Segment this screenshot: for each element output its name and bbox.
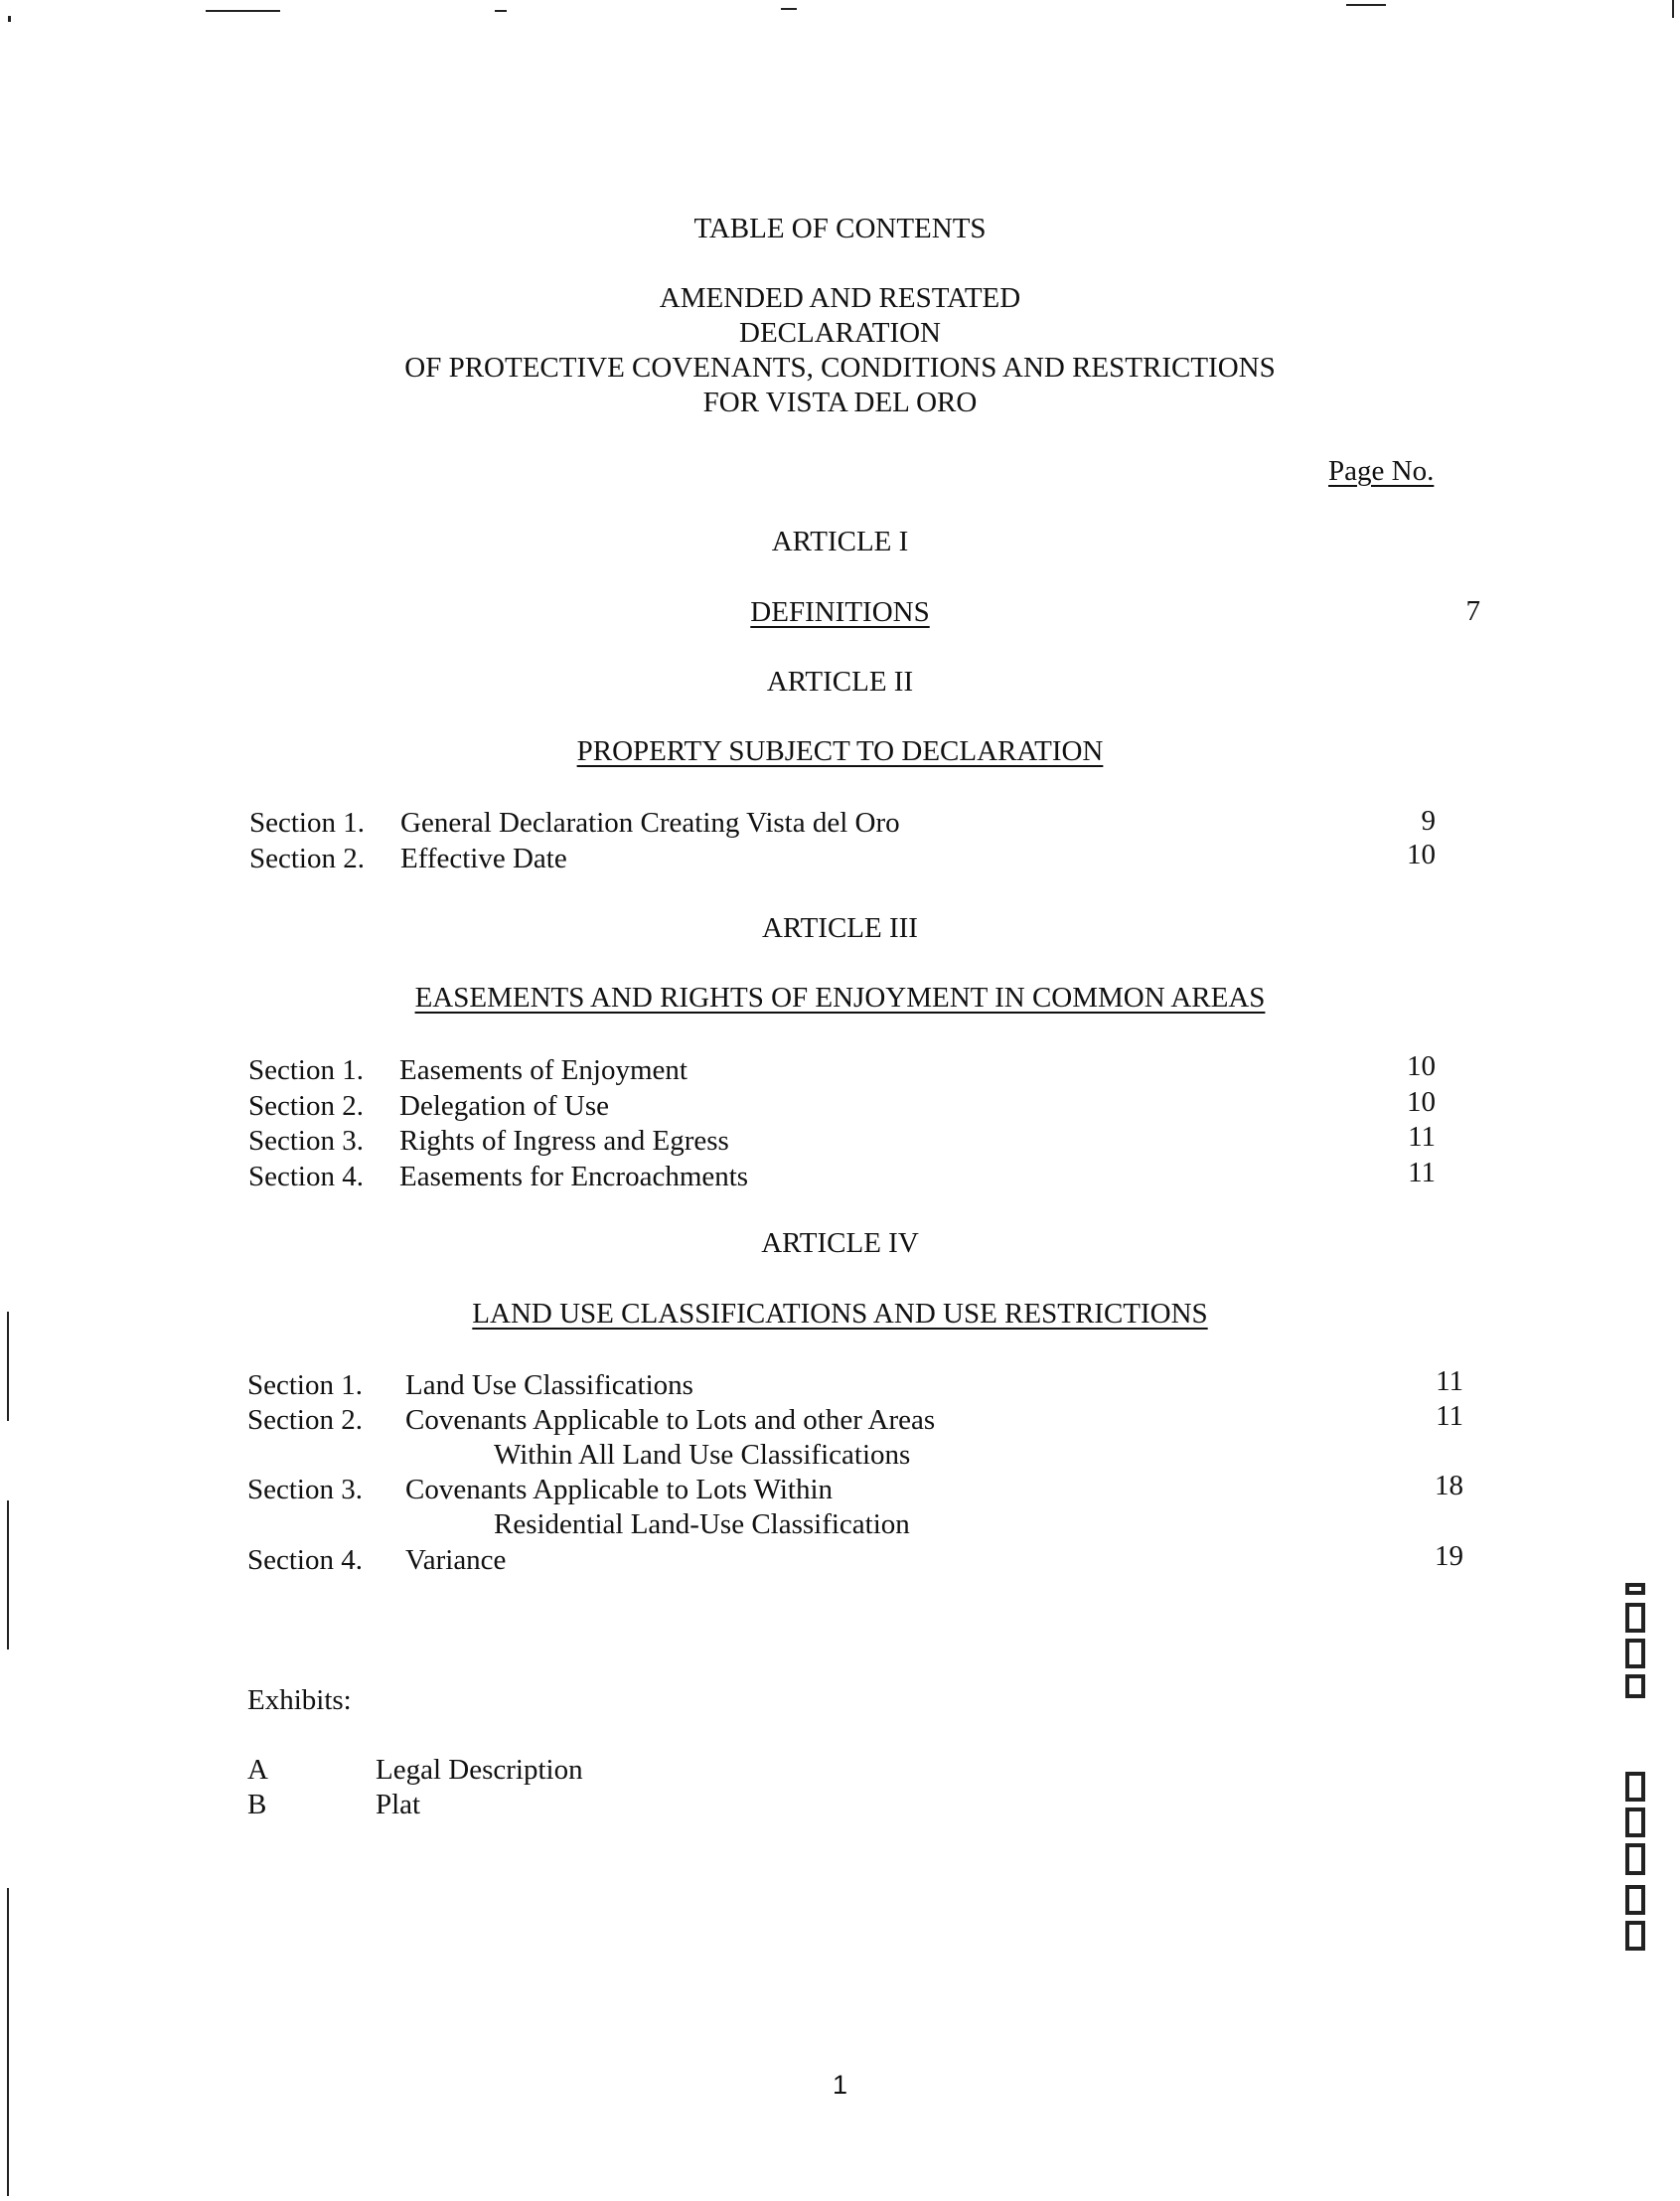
toc-section-number: Section 3.: [248, 1125, 364, 1157]
toc-title: TABLE OF CONTENTS: [693, 213, 987, 244]
exhibit-title: Plat: [376, 1789, 421, 1820]
filing-stamp-graphic: [1609, 1575, 1669, 1953]
toc-section-number: Section 1.: [248, 1054, 364, 1086]
doc-title-line-1: AMENDED AND RESTATED: [659, 282, 1021, 314]
toc-section-page: 10: [1407, 1050, 1436, 1082]
toc-section-title: Rights of Ingress and Egress: [399, 1125, 729, 1157]
toc-section-title: Delegation of Use: [399, 1090, 609, 1122]
exhibit-title: Legal Description: [376, 1754, 583, 1786]
toc-section-page: 11: [1436, 1365, 1463, 1397]
toc-section-page: 19: [1435, 1540, 1463, 1572]
article-4-heading: LAND USE CLASSIFICATIONS AND USE RESTRICTIONS: [472, 1298, 1208, 1330]
doc-title-line-4: FOR VISTA DEL ORO: [702, 387, 978, 418]
toc-section-number: Section 4.: [247, 1544, 363, 1576]
article-1-heading: DEFINITIONS: [750, 596, 930, 628]
exhibits-label: Exhibits:: [247, 1684, 352, 1716]
exhibit-letter: A: [247, 1754, 268, 1786]
toc-section-page: 9: [1421, 805, 1436, 837]
page-number: 1: [832, 2070, 848, 2100]
exhibit-letter: B: [247, 1789, 267, 1820]
article-2-heading: PROPERTY SUBJECT TO DECLARATION: [576, 735, 1104, 767]
toc-section-page: 10: [1407, 1086, 1436, 1118]
toc-section-title: General Declaration Creating Vista del Oro: [400, 807, 900, 839]
toc-section-page: 11: [1408, 1121, 1436, 1153]
toc-section-title: Land Use Classifications: [405, 1369, 693, 1401]
toc-section-title: Effective Date: [400, 843, 567, 874]
doc-title-line-2: DECLARATION: [739, 317, 941, 349]
toc-section-page: 11: [1436, 1400, 1463, 1432]
article-1-label: ARTICLE I: [771, 526, 909, 557]
article-2-label: ARTICLE II: [766, 666, 914, 698]
toc-section-number: Section 1.: [249, 807, 365, 839]
toc-section-number: Section 1.: [247, 1369, 363, 1401]
article-4-label: ARTICLE IV: [761, 1227, 919, 1259]
toc-section-number: Section 3.: [247, 1474, 363, 1505]
toc-section-page: 11: [1408, 1157, 1436, 1188]
toc-section-page: 10: [1407, 839, 1436, 870]
toc-section-title: Easements for Encroachments: [399, 1161, 749, 1192]
toc-section-title: Easements of Enjoyment: [399, 1054, 687, 1086]
toc-section-number: Section 4.: [248, 1161, 364, 1192]
toc-section-title: Covenants Applicable to Lots and other Areas: [405, 1404, 936, 1436]
toc-section-title: Covenants Applicable to Lots Within: [405, 1474, 834, 1505]
article-1-page: 7: [1465, 595, 1480, 627]
toc-section-number: Section 2.: [248, 1090, 364, 1122]
toc-section-title: Variance: [405, 1544, 507, 1576]
toc-section-title-continued: Within All Land Use Classifications: [494, 1439, 911, 1471]
page-no-label: Page No.: [1328, 455, 1435, 487]
toc-section-title-continued: Residential Land-Use Classification: [494, 1508, 910, 1540]
toc-section-number: Section 2.: [249, 843, 365, 874]
toc-section-number: Section 2.: [247, 1404, 363, 1436]
toc-section-page: 18: [1435, 1470, 1463, 1501]
article-3-label: ARTICLE III: [762, 912, 918, 944]
article-3-heading: EASEMENTS AND RIGHTS OF ENJOYMENT IN COMMON AREAS: [414, 982, 1266, 1014]
doc-title-line-3: OF PROTECTIVE COVENANTS, CONDITIONS AND RESTRICTIONS: [404, 352, 1276, 384]
